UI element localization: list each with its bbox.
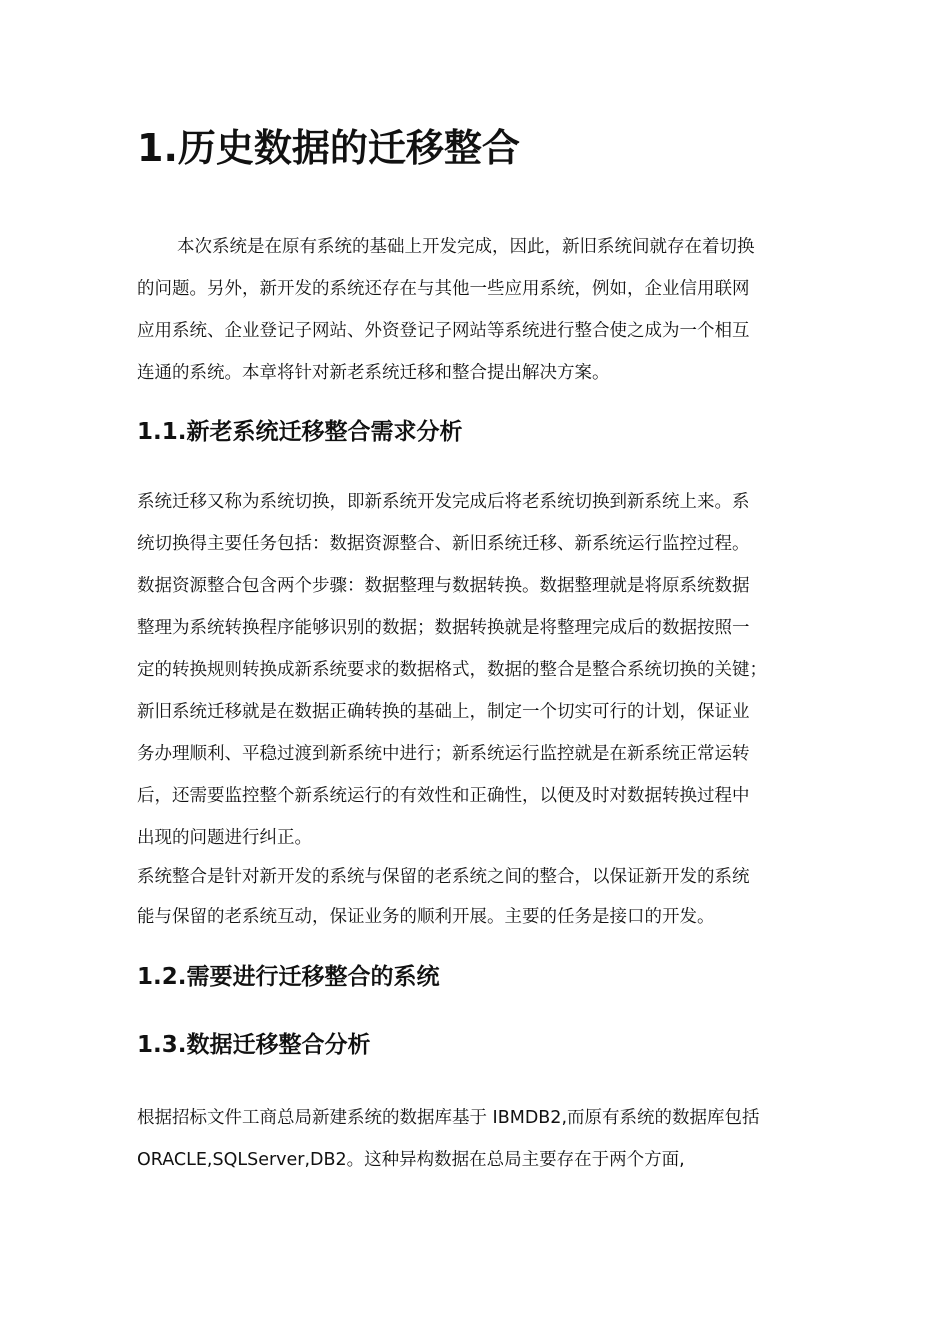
body-line: 整理为系统转换程序能够识别的数据；数据转换就是将整理完成后的数据按照一: [137, 618, 750, 638]
body-line: 务办理顺利、平稳过渡到新系统中进行；新系统运行监控就是在新系统正常运转: [137, 744, 750, 764]
body-line: 定的转换规则转换成新系统要求的数据格式，数据的整合是整合系统切换的关键；: [137, 660, 767, 680]
body-line: 新旧系统迁移就是在数据正确转换的基础上，制定一个切实可行的计划，保证业: [137, 702, 750, 722]
page-title: 1.历史数据的迁移整合: [137, 126, 520, 170]
body-line: 系统迁移又称为系统切换，即新系统开发完成后将老系统切换到新系统上来。系: [137, 492, 750, 512]
body-line: 数据资源整合包含两个步骤：数据整理与数据转换。数据整理就是将原系统数据: [137, 576, 750, 596]
body-line: 根据招标文件工商总局新建系统的数据库基于 IBMDB2,而原有系统的数据库包括: [137, 1108, 760, 1128]
body-line: 能与保留的老系统互动，保证业务的顺利开展。主要的任务是接口的开发。: [137, 907, 715, 927]
body-line: 统切换得主要任务包括：数据资源整合、新旧系统迁移、新系统运行监控过程。: [137, 534, 750, 554]
intro-line: 连通的系统。本章将针对新老系统迁移和整合提出解决方案。: [137, 363, 610, 383]
body-line: 系统整合是针对新开发的系统与保留的老系统之间的整合，以保证新开发的系统: [137, 867, 750, 887]
section-heading-1-3: 1.3.数据迁移整合分析: [137, 1032, 371, 1058]
section-heading-1-1: 1.1.新老系统迁移整合需求分析: [137, 419, 463, 445]
body-line: 出现的问题进行纠正。: [137, 828, 312, 848]
body-line: 后，还需要监控整个新系统运行的有效性和正确性，以便及时对数据转换过程中: [137, 786, 750, 806]
section-heading-1-2: 1.2.需要进行迁移整合的系统: [137, 964, 440, 990]
intro-line: 应用系统、企业登记子网站、外资登记子网站等系统进行整合使之成为一个相互: [137, 321, 750, 341]
intro-line: 本次系统是在原有系统的基础上开发完成，因此，新旧系统间就存在着切换: [177, 237, 755, 257]
body-line: ORACLE,SQLServer,DB2。这种异构数据在总局主要存在于两个方面,: [137, 1150, 685, 1170]
intro-line: 的问题。另外，新开发的系统还存在与其他一些应用系统，例如，企业信用联网: [137, 279, 750, 299]
